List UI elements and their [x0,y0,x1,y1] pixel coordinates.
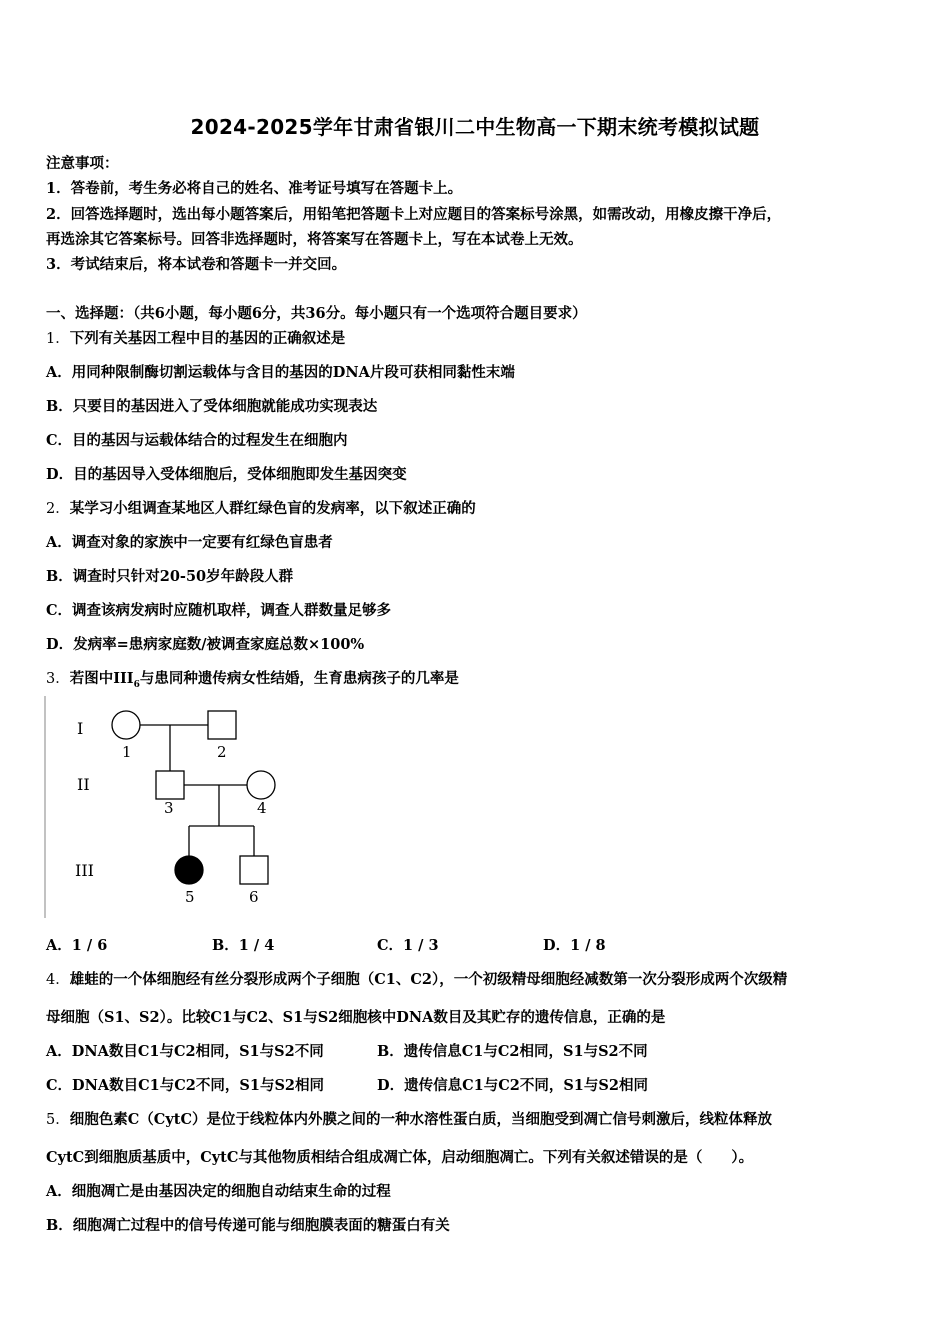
question-5-number: 5． [46,1112,70,1128]
individual-4-female [247,771,275,799]
question-3-stem [46,667,459,690]
individual-5-affected-female [175,856,203,884]
notice-item-3: 3．考试结束后，将本试卷和答题卡一并交回。 [46,256,347,273]
question-3-subscript: 6 [133,679,140,690]
question-2-number: 2． [46,501,70,517]
q2-option-a: A．调查对象的家族中一定要有红绿色盲患者 [46,534,333,551]
question-1-stem [46,327,345,348]
question-5-stem-line-1 [46,1108,772,1129]
question-4-stem-line-1 [46,968,787,989]
q1-option-a: A．用同种限制酶切割运载体与含目的基因的DNA片段可获相同黏性末端 [46,364,515,381]
question-4-text-1: 雄蛙的一个体细胞经有丝分裂形成两个子细胞（C1、C2），一个初级精母细胞经减数第一次分裂形成两个次级精 [69,971,788,988]
question-3-text-post: 与患同种遗传病女性结婚，生育患病孩子的几率是 [139,670,459,687]
individual-6-male [240,856,268,884]
page-title: 2024-2025学年甘肃省银川二中生物高一下期末统考模拟试题 [190,115,760,139]
question-2-stem [46,497,476,518]
question-5-stem-line-2: CytC到细胞质基质中，CytC与其他物质相结合组成凋亡体，启动细胞凋亡。下列有关叙述错误的是（ ）。 [46,1149,754,1166]
pedigree-chart [44,696,304,921]
individual-number-3: 3 [164,799,174,817]
q4-option-c: C．DNA数目C1与C2不同，S1与S2相同 [46,1077,324,1094]
section-heading: 一、选择题：（共6小题，每小题6分，共36分。每小题只有一个选项符合题目要求） [46,305,587,322]
question-3-number: 3． [46,671,70,687]
q1-option-d: D．目的基因导入受体细胞后，受体细胞即发生基因突变 [46,466,407,483]
question-2-text: 某学习小组调查某地区人群红绿色盲的发病率，以下叙述正确的 [69,500,476,517]
question-4-number: 4． [46,972,70,988]
question-4-stem-line-2: 母细胞（S1、S2）。比较C1与C2、S1与S2细胞核中DNA数目及其贮存的遗传信息，正确的是 [46,1009,666,1026]
question-3-text-pre: 若图中 [69,670,114,687]
q5-option-a: A．细胞凋亡是由基因决定的细胞自动结束生命的过程 [46,1183,391,1200]
individual-number-4: 4 [257,799,267,817]
q3-option-a: A．1 / 6 [46,937,108,954]
generation-label-1: I [77,719,84,738]
q3-option-d: D．1 / 8 [543,937,606,954]
notice-item-2b: 再选涂其它答案标号。回答非选择题时，将答案写在答题卡上，写在本试卷上无效。 [46,231,583,248]
q3-option-b: B．1 / 4 [212,937,275,954]
individual-1-female [112,711,140,739]
individual-number-5: 5 [185,888,195,906]
q1-option-c: C．目的基因与运载体结合的过程发生在细胞内 [46,432,348,449]
q2-option-b: B．调查时只针对20-50岁年龄段人群 [46,568,294,585]
generation-label-2: II [77,775,90,794]
question-1-text: 下列有关基因工程中目的基因的正确叙述是 [69,330,346,347]
q5-option-b: B．细胞凋亡过程中的信号传递可能与细胞膜表面的糖蛋白有关 [46,1217,450,1234]
q3-option-c: C．1 / 3 [377,937,439,954]
individual-3-male [156,771,184,799]
question-3-roman: III [113,670,134,687]
notice-item-1: 1．答卷前，考生务必将自己的姓名、准考证号填写在答题卡上。 [46,180,463,197]
q4-option-a: A．DNA数目C1与C2相同，S1与S2不同 [46,1043,324,1060]
notice-heading: 注意事项： [46,155,119,172]
generation-label-3: III [75,861,94,880]
q2-option-d: D．发病率=患病家庭数/被调查家庭总数×100% [46,636,365,653]
individual-number-1: 1 [122,743,132,761]
individual-2-male [208,711,236,739]
q4-option-d: D．遗传信息C1与C2不同，S1与S2相同 [377,1077,648,1094]
q1-option-b: B．只要目的基因进入了受体细胞就能成功实现表达 [46,398,378,415]
q4-option-b: B．遗传信息C1与C2相同，S1与S2不同 [377,1043,648,1060]
individual-number-2: 2 [217,743,227,761]
question-1-number: 1． [46,331,70,347]
question-5-text-1: 细胞色素C（CytC）是位于线粒体内外膜之间的一种水溶性蛋白质，当细胞受到凋亡信号刺激后，线粒体释放 [69,1111,772,1128]
notice-item-2a: 2．回答选择题时，选出每小题答案后，用铅笔把答题卡上对应题目的答案标号涂黑，如需改动，用橡皮擦干净后， [46,206,782,223]
individual-number-6: 6 [249,888,259,906]
q2-option-c: C．调查该病发病时应随机取样，调查人群数量足够多 [46,602,392,619]
